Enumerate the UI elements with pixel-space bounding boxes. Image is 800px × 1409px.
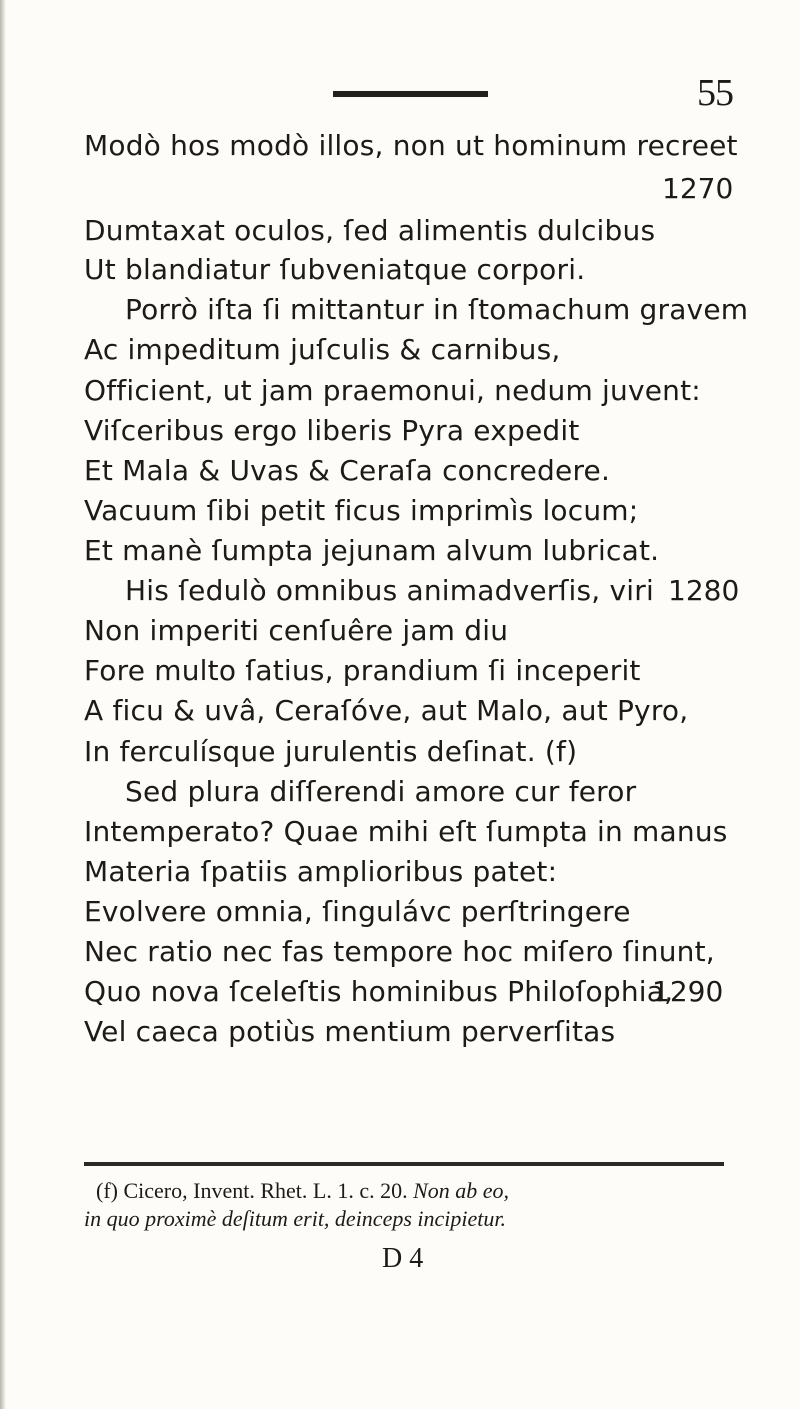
- verse-line: Modò hos modò illos, non ut hominum recreet: [84, 129, 738, 162]
- header-rule: [333, 91, 488, 97]
- footnote-citation: (f) Cicero, Invent. Rhet. L. 1. c. 20.: [96, 1178, 408, 1203]
- signature-mark: D 4: [382, 1243, 424, 1274]
- verse-line: Fore multo ſatius, prandium ſi inceperit: [84, 654, 641, 687]
- footnote-line-1: [96, 1176, 509, 1206]
- verse-line: Evolvere omnia, ſingulávc perſtringere: [84, 895, 631, 928]
- verse-line: Officient, ut jam praemonui, nedum juvent:: [84, 374, 701, 407]
- line-number-1280: 1280: [668, 574, 740, 607]
- verse-line: Et manè ſumpta jejunam alvum lubricat.: [84, 534, 660, 567]
- verse-line: Ac impeditum juſculis & carnibus,: [84, 333, 561, 366]
- verse-line: Ut blandiatur ſubveniatque corpori.: [84, 253, 586, 286]
- footnote-quote-start: Non ab eo,: [413, 1178, 510, 1203]
- verse-line: Porrò iſta ſi mittantur in ſtomachum gravem: [125, 293, 749, 326]
- line-number-1270: 1270: [662, 172, 734, 205]
- verse-line: Sed plura diſſerendi amore cur feror: [125, 775, 637, 808]
- verse-line: Viſceribus ergo liberis Pyra expedit: [84, 414, 580, 447]
- verse-line: Quo nova ſceleſtis hominibus Philoſophia,: [84, 975, 674, 1008]
- verse-line: In ferculísque jurulentis deſinat. (f): [84, 735, 578, 768]
- verse-line: His ſedulò omnibus animadverſis, viri: [125, 574, 654, 607]
- verse-line: Vel caeca potiùs mentium perverſitas: [84, 1015, 616, 1048]
- verse-line: Nec ratio nec fas tempore hoc miſero ſinunt,: [84, 935, 715, 968]
- gutter-shadow: [0, 0, 6, 1409]
- verse-line: Dumtaxat oculos, ſed alimentis dulcibus: [84, 214, 656, 247]
- verse-line: A ficu & uvâ, Ceraſóve, aut Malo, aut Pyro,: [84, 694, 689, 727]
- line-number-1290: 1290: [652, 975, 724, 1008]
- footnote-rule: [84, 1162, 724, 1166]
- verse-line: Vacuum ſibi petit ficus imprimìs locum;: [84, 494, 639, 527]
- verse-line: Intemperato? Quae mihi eſt ſumpta in manus: [84, 815, 728, 848]
- footnote-quote-end: in quo proximè deſitum erit, deinceps incipietur.: [84, 1206, 506, 1231]
- verse-line: Materia ſpatiis amplioribus patet:: [84, 855, 558, 888]
- footnote-line-2: [84, 1204, 506, 1234]
- verse-line: Non imperiti cenſuêre jam diu: [84, 614, 509, 647]
- verse-line: Et Mala & Uvas & Ceraſa concredere.: [84, 454, 611, 487]
- page-number: 55: [697, 72, 733, 114]
